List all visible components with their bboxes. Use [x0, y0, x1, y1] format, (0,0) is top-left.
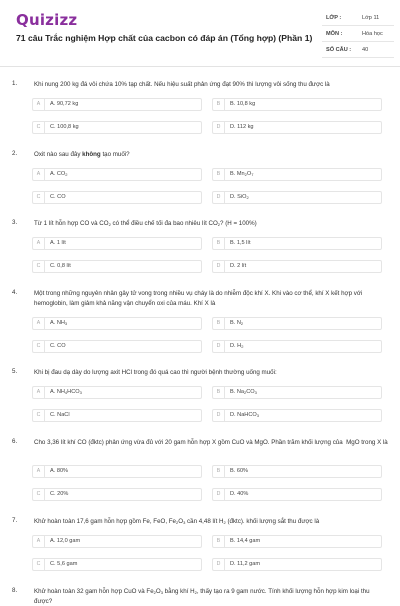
question-text: Khi nung 200 kg đá vôi chứa 10% tạp chất. Nếu hiệu suất phản ứng đạt 90% thì lượng vôi sống thu được là [34, 81, 330, 88]
option-a[interactable] [32, 237, 202, 250]
option-text: C. 5,6 gam [50, 561, 78, 567]
option-letter: D [213, 489, 225, 500]
option-b[interactable] [212, 535, 382, 548]
option-b[interactable] [212, 237, 382, 250]
option-text: D. 2 lít [230, 263, 247, 269]
option-text: C. 20% [50, 491, 69, 497]
option-a[interactable] [32, 317, 202, 330]
option-text: D. 112 kg [230, 124, 254, 130]
option-letter: D [213, 261, 225, 272]
option-letter: B [213, 387, 225, 398]
option-b[interactable] [212, 317, 382, 330]
question-number: 3. [12, 219, 18, 226]
option-letter: A [33, 238, 45, 249]
question-text: Khử hoàn toàn 17,6 gam hỗn hợp gồm Fe, FeO, $Fe_2O_3$ cần 4,48 lít $H_2$ (đktc). khối lượng sắt thu được là [34, 518, 320, 525]
question-number: 7. [12, 517, 18, 524]
option-letter: C [33, 489, 45, 500]
quizizz-logo: Quizizz [16, 11, 78, 29]
option-letter: C [33, 410, 45, 421]
option-letter: C [33, 341, 45, 352]
option-letter: A [33, 466, 45, 477]
option-text: D. 11,2 gam [230, 561, 261, 567]
option-d[interactable] [212, 260, 382, 273]
option-text: C. CO [50, 343, 66, 349]
meta-subject-value: Hóa học [362, 31, 383, 37]
question-number: 6. [12, 438, 18, 445]
option-d[interactable] [212, 340, 382, 353]
option-b[interactable] [212, 98, 382, 111]
meta-count-value: 40 [362, 47, 369, 53]
option-letter: C [33, 192, 45, 203]
option-d[interactable] [212, 191, 382, 204]
option-text: B. 1,5 lít [230, 240, 251, 246]
option-letter: B [213, 169, 225, 180]
meta-subject-label: MÔN : [326, 31, 343, 37]
option-text: A. 80% [50, 468, 69, 474]
option-text: D. NaHCO$_3$ [230, 412, 259, 418]
page-header [0, 0, 400, 64]
option-text: B. $Mn_2O_7$ [230, 171, 254, 177]
option-d[interactable] [212, 558, 382, 571]
option-letter: A [33, 99, 45, 110]
option-d[interactable] [212, 488, 382, 501]
option-text: C. 100,8 kg [50, 124, 79, 130]
option-text: C. CO [50, 194, 66, 200]
option-text: C. 0,8 lít [50, 263, 71, 269]
option-text: B. $Na_2CO_3$ [230, 389, 257, 395]
meta-grade-value: Lớp 11 [362, 15, 380, 21]
option-text: C. NaCl [50, 412, 70, 418]
option-text: D. 40% [230, 491, 249, 497]
option-letter: B [213, 466, 225, 477]
meta-subject [322, 28, 394, 42]
option-d[interactable] [212, 409, 382, 422]
option-a[interactable] [32, 168, 202, 181]
question-number: 1. [12, 80, 18, 87]
question-number: 2. [12, 150, 18, 157]
option-a[interactable] [32, 465, 202, 478]
option-text: D. SiO$_2$ [230, 194, 249, 200]
option-text: A. $NH_4HCO_3$ [50, 389, 82, 395]
question-text: Cho 3,36 lít khí CO (đktc) phản ứng vừa đủ với 20 gam hỗn hợp X gồm CuO và MgO. Phần trăm khối lượng của MgO trong X là [34, 439, 388, 446]
option-letter: A [33, 169, 45, 180]
option-letter: B [213, 99, 225, 110]
option-text: B. $N_2$ [230, 320, 244, 326]
option-text: B. 10,8 kg [230, 101, 256, 107]
question-text: Oxit nào sau đây không tạo muối? [34, 151, 130, 158]
question-number: 5. [12, 368, 18, 375]
option-letter: D [213, 410, 225, 421]
option-a[interactable] [32, 98, 202, 111]
option-text: A. 12,0 gam [50, 538, 81, 544]
option-text: B. 60% [230, 468, 249, 474]
meta-grade-label: LỚP : [326, 15, 342, 21]
question-text: Một trong những nguyên nhân gây tử vong trong nhiều vụ cháy là do nhiễm độc khí X. Khi vào cơ thể, khí X kết hợp với hemoglobin, làm giảm khả năng vận chuyển oxi của máu. Khí X là [34, 290, 363, 307]
option-c[interactable] [32, 191, 202, 204]
option-b[interactable] [212, 386, 382, 399]
option-c[interactable] [32, 488, 202, 501]
option-c[interactable] [32, 409, 202, 422]
meta-question-count [322, 44, 394, 58]
option-letter: C [33, 261, 45, 272]
option-letter: B [213, 536, 225, 547]
option-letter: C [33, 122, 45, 133]
meta-count-label: SỐ CÂU : [326, 47, 352, 53]
option-letter: D [213, 122, 225, 133]
option-c[interactable] [32, 558, 202, 571]
option-letter: A [33, 536, 45, 547]
option-b[interactable] [212, 168, 382, 181]
meta-grade [322, 12, 394, 26]
option-a[interactable] [32, 535, 202, 548]
option-text: A. 1 lít [50, 240, 66, 246]
option-c[interactable] [32, 340, 202, 353]
option-letter: D [213, 559, 225, 570]
question-number: 4. [12, 289, 18, 296]
option-a[interactable] [32, 386, 202, 399]
option-letter: A [33, 318, 45, 329]
header-divider [0, 66, 400, 67]
question-text: Từ 1 lít hỗn hợp CO và $CO_2$ có thể điều chế tối đa bao nhiêu lít $CO_2$? (H = 100%) [34, 220, 257, 227]
option-c[interactable] [32, 260, 202, 273]
option-c[interactable] [32, 121, 202, 134]
option-letter: D [213, 341, 225, 352]
option-letter: D [213, 192, 225, 203]
document-title: 71 câu Trắc nghiệm Hợp chất của cacbon có đáp án (Tổng hợp) (Phần 1) [16, 33, 313, 43]
option-letter: C [33, 559, 45, 570]
question-text: Khi bị đau dạ dày do lượng axit HCl trong đó quá cao thì người bệnh thường uống muối: [34, 369, 277, 376]
option-letter: A [33, 387, 45, 398]
option-text: B. 14,4 gam [230, 538, 261, 544]
option-text: A. $NH_3$ [50, 320, 68, 326]
option-text: D. $H_2$ [230, 343, 244, 349]
option-letter: B [213, 318, 225, 329]
option-b[interactable] [212, 465, 382, 478]
option-d[interactable] [212, 121, 382, 134]
option-text: A. 90,72 kg [50, 101, 79, 107]
option-letter: B [213, 238, 225, 249]
question-text: Khử hoàn toàn 32 gam hỗn hợp CuO và $Fe_2O_3$ bằng khí $H_2$, thấy tạo ra 9 gam nước. Tính khối lượng hỗn hợp kim loại thu được? [34, 588, 370, 605]
option-text: A. $CO_2$ [50, 171, 68, 177]
question-number: 8. [12, 587, 18, 594]
